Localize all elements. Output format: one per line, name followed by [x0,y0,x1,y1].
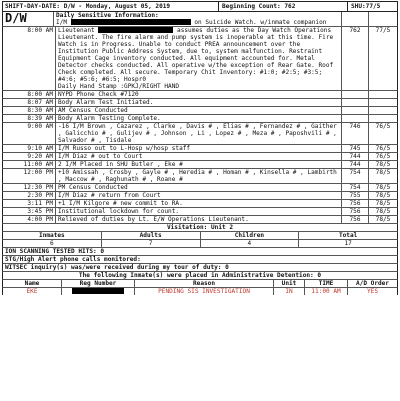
entry-shu: 76/5 [368,145,397,152]
entry-text: +1 I/M Kilgore # new commit to RA. [58,200,183,207]
entry-shu [368,115,397,122]
dw-label: D/W [3,12,54,26]
entry-shu: 78/5 [368,169,397,183]
visitation-values [2,240,398,248]
entry-shu [368,91,397,98]
entry-count: 756 [341,200,368,207]
entry-text: AM Census Conducted [58,107,128,114]
entry-time: 9:00 AM [3,123,56,144]
visitation-value: 6 [3,240,102,247]
visitation-title: Visitation: Unit 2 [2,224,398,232]
log-entry [2,208,398,216]
witsec-inquiries: WITSEC inquiry(s) was/were received during my tour of duty: 0 [2,264,398,272]
entry-time: 8:07 AM [3,99,56,106]
entry-time: 8:00 AM [3,91,56,98]
entry-shu: 78/5 [368,216,397,223]
entry-text: PM Census Conducted [58,184,128,191]
log-entry [2,169,398,184]
entry-count: 754 [341,169,368,183]
ad-headers [2,280,398,288]
ad-header: Name [3,280,62,287]
ad-order: YES [366,288,378,295]
entry-text: I/M Diaz # return from Court [58,192,161,199]
entry-shu: 78/5 [368,192,397,199]
log-entry [2,99,398,107]
entry-text: NYPD Phone Check #7120 [58,91,139,98]
ad-unit: IN [274,288,305,295]
entry-count [341,91,368,98]
visitation-header: Children [201,232,300,239]
entry-count: 744 [341,161,368,168]
ad-row [2,288,398,295]
summary-line-suffix: on Suicide Watch. w/inmate companion [194,19,327,26]
entry-time: 9:20 AM [3,153,56,160]
log-entry [2,115,398,123]
ad-header: A/D Order [355,280,390,287]
visitation-value: 7 [102,240,201,247]
visitation-headers [2,232,398,240]
entry-shu: 78/5 [368,184,397,191]
shu-cell [368,12,397,26]
log-entry [2,161,398,169]
entry-time: 8:00 AM [3,27,56,90]
entry-time: 3:45 PM [3,208,56,215]
entry-shu [368,99,397,106]
log-entry [2,123,398,145]
visitation-value: 4 [201,240,300,247]
entry-shu: 77/5 [368,27,397,90]
entry-time: 3:11 PM [3,200,56,207]
log-entry [2,27,398,91]
redaction [98,27,173,33]
log-entry [2,145,398,153]
entry-text-part: Daily Hand Stamp :GPKJ/RIGHT HAND [58,83,180,90]
summary-line [56,19,339,26]
entry-count [341,107,368,114]
entry-text: Institutional lockdown for count. [58,208,180,215]
ion-scanning: ION SCANNING TESTED HITS: 0 [2,248,398,256]
visitation-header: Inmates [3,232,102,239]
entry-text: 2 I/M Placed in SHU Butler , Eke # [58,161,183,168]
visitation-header: Total [338,232,358,239]
shu-count: SHU:77/5 [347,2,397,11]
entry-count: 762 [341,27,368,90]
entry-shu: 76/5 [368,123,397,144]
log-entry [2,91,398,99]
entry-time: 4:00 PM [3,216,56,223]
entry-time: 9:10 AM [3,145,56,152]
entry-time: 12:00 PM [3,169,56,183]
entry-text: I/M Diaz # out to Court [58,153,143,160]
ad-time: 11:00 AM [305,288,348,295]
log-entry [2,200,398,208]
entry-shu: 78/5 [368,200,397,207]
stg-phone-calls: STG/High Alert phone calls monitored: [2,256,398,264]
entry-time: 2:30 PM [3,192,56,199]
entry-text [56,27,341,90]
entry-count: 755 [341,192,368,199]
ad-title: The following Inmate(s) were placed in Administrative Detention: 0 [2,272,398,280]
entry-text: I/M Russo out to L-Hosp w/hosp staff [58,145,191,152]
entry-text: Body Alarm Testing Complete. [58,115,161,122]
entry-count: 756 [341,208,368,215]
entry-shu: 78/5 [368,161,397,168]
ad-header: Reg Number [62,280,135,287]
redaction [71,19,191,25]
redaction [72,288,124,294]
log-entry [2,192,398,200]
entry-time: 11:00 AM [3,161,56,168]
log-entry [2,216,398,224]
entry-count: 745 [341,145,368,152]
entry-count: 746 [341,123,368,144]
log-entry [2,184,398,192]
ad-header: TIME [305,280,348,287]
entry-count: 756 [341,216,368,223]
ad-reg-number [62,288,135,295]
ad-name: EKE [3,288,62,295]
daily-log-document [2,1,398,399]
entry-count [341,99,368,106]
summary-title: Daily Sensitive Information: [56,12,159,19]
entry-time: 12:30 PM [3,184,56,191]
entry-text: Relieved of duties by Lt. E/W Operations Lieutenant. [58,216,249,223]
log-entry [2,153,398,161]
beginning-count: Beginning Count: 762 [218,2,347,11]
entry-shu: 76/5 [368,153,397,160]
shift-day-date: SHIFT-DAY-DATE: D/W - Monday, August 05, 2019 [5,3,171,10]
ad-reason: PENDING SIS INVESTIGATION [135,288,274,295]
entry-text: -16 I/M Brown , Cazarez , Clarke , Davis # , Elias # , Fernandez # , Gaither , Galicchio # , Gulijev # , Johnson , Li , Lopez # , Meza # , Paposhvili # , Salvador # , Tisdale [58,123,337,144]
ad-header: Unit [274,280,305,287]
entry-time: 8:39 AM [3,115,56,122]
entry-count: 754 [341,184,368,191]
entry-shu [368,107,397,114]
summary-line-prefix: I/M [56,19,68,26]
log-entry [2,107,398,115]
ad-header: Reason [135,280,274,287]
entry-count: 744 [341,153,368,160]
visitation-value: 17 [344,240,352,247]
log-header [2,1,398,12]
count-cell [341,12,368,26]
entry-text: Body Alarm Test Initiated. [58,99,154,106]
entry-shu: 78/5 [368,208,397,215]
entry-count [341,115,368,122]
summary-text [54,12,341,26]
entry-text: +10 Amissah , Crosby , Gayle # , Heredia # , Homan # , Kinsella # , Lambirth , Maccow # , Raghunath # , Roane # [58,169,337,183]
entry-text-part: assumes duties as the Day Watch Operations Lieutenant. The fire alarm and pump system is inoperable at this time. Fire Watch is in Progress. Unable to conduct PREA announcement over the Institution Public Address System, due to, system malfunction. Restraint Equipment Cage inventory conducted. All equipment accounted for. Metal Detector checks conducted. All operative w/the exception of Rear Gate. Roof Check completed. All secure. Temporary Chit Inventory: #1:0; #2:5; #3:5; #4:6; #5:6; #6:5; Hospr0 [58,27,334,83]
entry-time: 8:30 AM [3,107,56,114]
entry-text-part: Lieutenant [58,27,95,34]
visitation-header: Adults [102,232,201,239]
summary-row [2,12,398,27]
